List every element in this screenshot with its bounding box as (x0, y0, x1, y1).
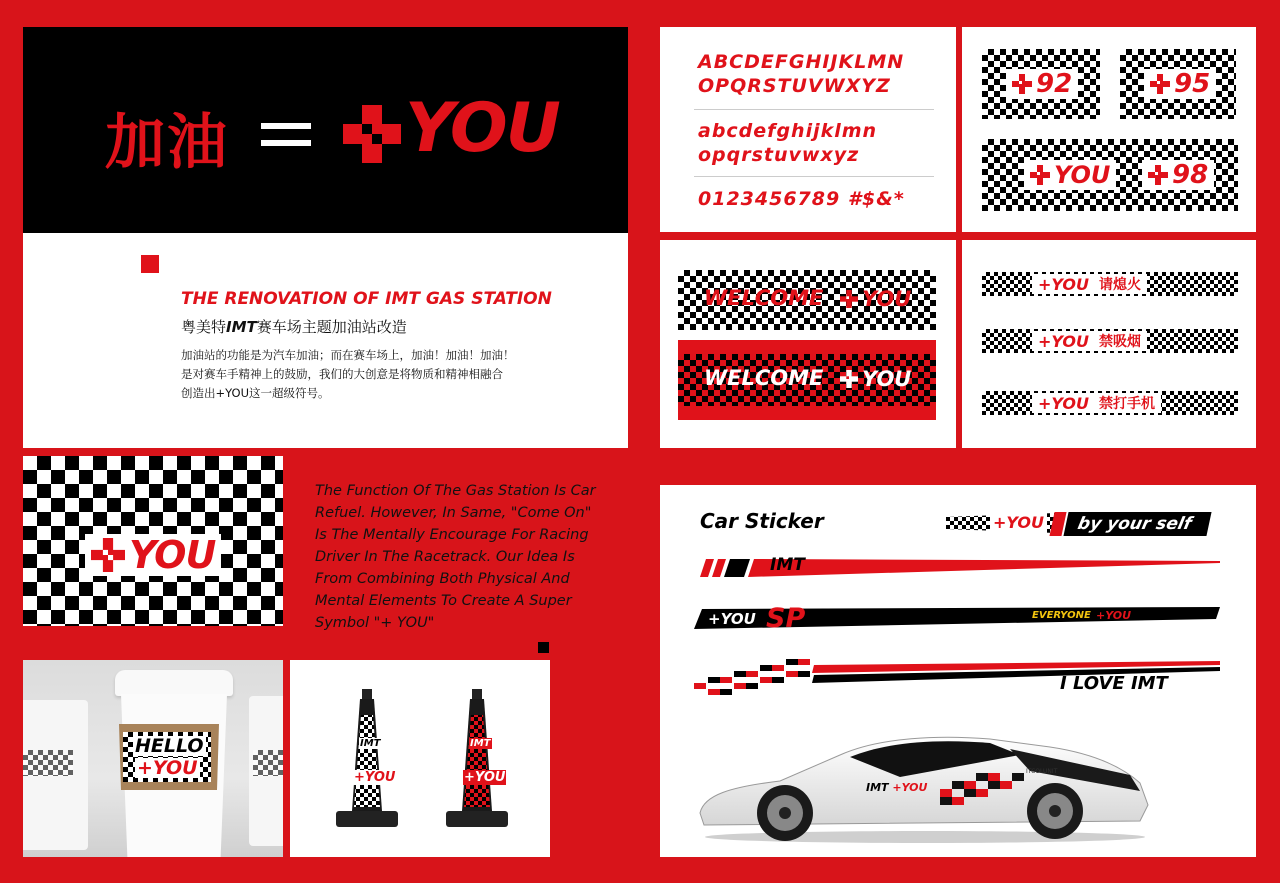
hero-brand: YOU (405, 89, 559, 168)
plus-logo-icon (1148, 165, 1168, 185)
fuel-brand-label: YOU (1054, 161, 1111, 189)
warning-3-text: 禁打手机 (1099, 396, 1156, 412)
cup-lid (115, 670, 233, 696)
intro-body-line1: 加油站的功能是为汽车加油；而在赛车场上，加油！加油！加油！ (181, 348, 515, 362)
cone-2-brand: +YOU (464, 770, 506, 785)
traffic-cone-2 (442, 685, 512, 835)
fuel-92-sign (982, 49, 1100, 119)
cup-photo-panel (23, 660, 283, 857)
fuel-92-label: 92 (1036, 69, 1073, 99)
intro-title-cn (181, 316, 407, 337)
warning-row-1 (982, 272, 1238, 296)
car-small-text: ITCOLUNIT (1026, 768, 1058, 775)
hero-slogan-cn: 加油 (105, 108, 229, 178)
warning-3-brand: +YOU (1038, 393, 1090, 413)
cones-panel (290, 660, 550, 857)
checker-logo-chip (85, 534, 221, 576)
warning-row-2 (982, 329, 1238, 353)
red-square-icon (141, 255, 159, 273)
welcome-brand-1: YOU (862, 287, 912, 311)
fuel-you-chip (1024, 160, 1116, 190)
hero-equals-2 (261, 140, 311, 146)
checker-logo-brand: YOU (129, 533, 216, 577)
description-text (315, 480, 635, 634)
welcome-word-2: WELCOME (704, 366, 824, 390)
description-line-3: Is The Mentally Encourage For Racing (315, 527, 589, 543)
fuel-grades-panel (962, 27, 1256, 232)
warning-2-brand: +YOU (1038, 331, 1090, 351)
intro-title-cn-post: 赛车场主题加油站改造 (256, 318, 407, 336)
fuel-98-sign (982, 139, 1238, 211)
plus-logo-icon (840, 370, 858, 388)
plus-logo-icon (343, 105, 401, 163)
warning-row-3 (982, 391, 1238, 415)
description-line-1: The Function Of The Gas Station Is Car (315, 483, 596, 499)
welcome-word-1: WELCOME (704, 286, 824, 310)
fuel-98-chip (1142, 160, 1214, 190)
traffic-cone-1 (332, 685, 402, 835)
typeface-upper1: ABCDEFGHIJKLMN (698, 51, 905, 73)
black-square-icon (538, 642, 549, 653)
warning-1-chip (1032, 274, 1147, 294)
cone-1-brand: +YOU (354, 770, 396, 785)
sticker-you-chip: +YOU (990, 513, 1047, 533)
welcome-brand-chip-2 (834, 366, 917, 392)
warning-2-text: 禁吸烟 (1099, 334, 1142, 350)
fuel-95-chip (1144, 69, 1216, 99)
fuel-95-label: 95 (1174, 69, 1211, 99)
sticker-by-your-self: by your self (1063, 512, 1211, 536)
welcome-brand-2: YOU (862, 367, 912, 391)
intro-title-cn-pre: 粤美特 (181, 318, 227, 336)
fuel-98-label: 98 (1172, 160, 1209, 190)
description-line-4: Driver In The Racetrack. Our Idea Is (315, 549, 575, 565)
sticker-sp: SP (766, 603, 806, 634)
plus-logo-icon (1030, 165, 1050, 185)
car-imt: IMT +YOU (866, 781, 928, 794)
sticker-i-love: I LOVE IMT (1060, 673, 1168, 694)
cone-1-imt: IMT (360, 738, 381, 749)
sticker-imt: IMT (770, 555, 805, 575)
typeface-digits: 0123456789 #$&* (698, 188, 905, 210)
welcome-panel (660, 240, 956, 448)
plus-logo-icon (1150, 74, 1170, 94)
welcome-brand-chip-1 (834, 286, 917, 312)
fuel-92-chip (1006, 69, 1078, 99)
hero-equals (261, 123, 311, 129)
intro-body-line2: 是对赛车手精神上的鼓励，我们的大创意是将物质和精神相融合 (181, 367, 503, 381)
fuel-95-sign (1120, 49, 1236, 119)
sticker-everyone-you: +YOU (1096, 609, 1132, 622)
car-sticker-panel (660, 485, 1256, 857)
plus-logo-icon (91, 538, 125, 572)
description-line-5: From Combining Both Physical And (315, 571, 570, 587)
typeface-lower2: opqrstuvwxyz (698, 144, 860, 166)
description-line-7: Symbol "+ YOU" (315, 615, 435, 631)
intro-title-cn-imt: IMT (226, 318, 257, 336)
checker-logo-panel (23, 456, 283, 626)
warning-1-text: 请熄火 (1099, 277, 1142, 293)
cup-left-band (23, 750, 73, 776)
plus-logo-icon (1012, 74, 1032, 94)
description-line-2: Refuel. However, In Same, "Come On" (315, 505, 592, 521)
sticker-sp-you: +YOU (708, 610, 756, 628)
intro-body-line3: 创造出+YOU这一超级符号。 (181, 386, 330, 400)
intro-title-en: THE RENOVATION OF IMT GAS STATION (181, 289, 552, 309)
warning-2-chip (1032, 331, 1147, 351)
cup-right-band (253, 750, 283, 776)
warning-1-brand: +YOU (1038, 274, 1090, 294)
typeface-lower1: abcdefghijklmn (698, 120, 878, 142)
typeface-divider-1 (694, 109, 934, 110)
description-line-6: Mental Elements To Create A Super (315, 593, 572, 609)
typeface-divider-2 (694, 176, 934, 177)
cup-hello: HELLO (135, 735, 204, 757)
sticker-title: Car Sticker (700, 509, 824, 533)
sticker-everyone: EVERYONE (1032, 610, 1091, 621)
welcome-banner-checker (678, 270, 936, 330)
plus-logo-icon (840, 290, 858, 308)
cup-brand: +YOU (137, 757, 198, 779)
warnings-panel (962, 240, 1256, 448)
warning-3-chip (1032, 393, 1161, 413)
welcome-banner-red (678, 340, 936, 420)
hero-panel (23, 27, 628, 448)
cone-2-imt: IMT (470, 738, 491, 749)
typeface-panel (660, 27, 956, 232)
typeface-upper2: OPQRSTUVWXYZ (698, 75, 891, 97)
